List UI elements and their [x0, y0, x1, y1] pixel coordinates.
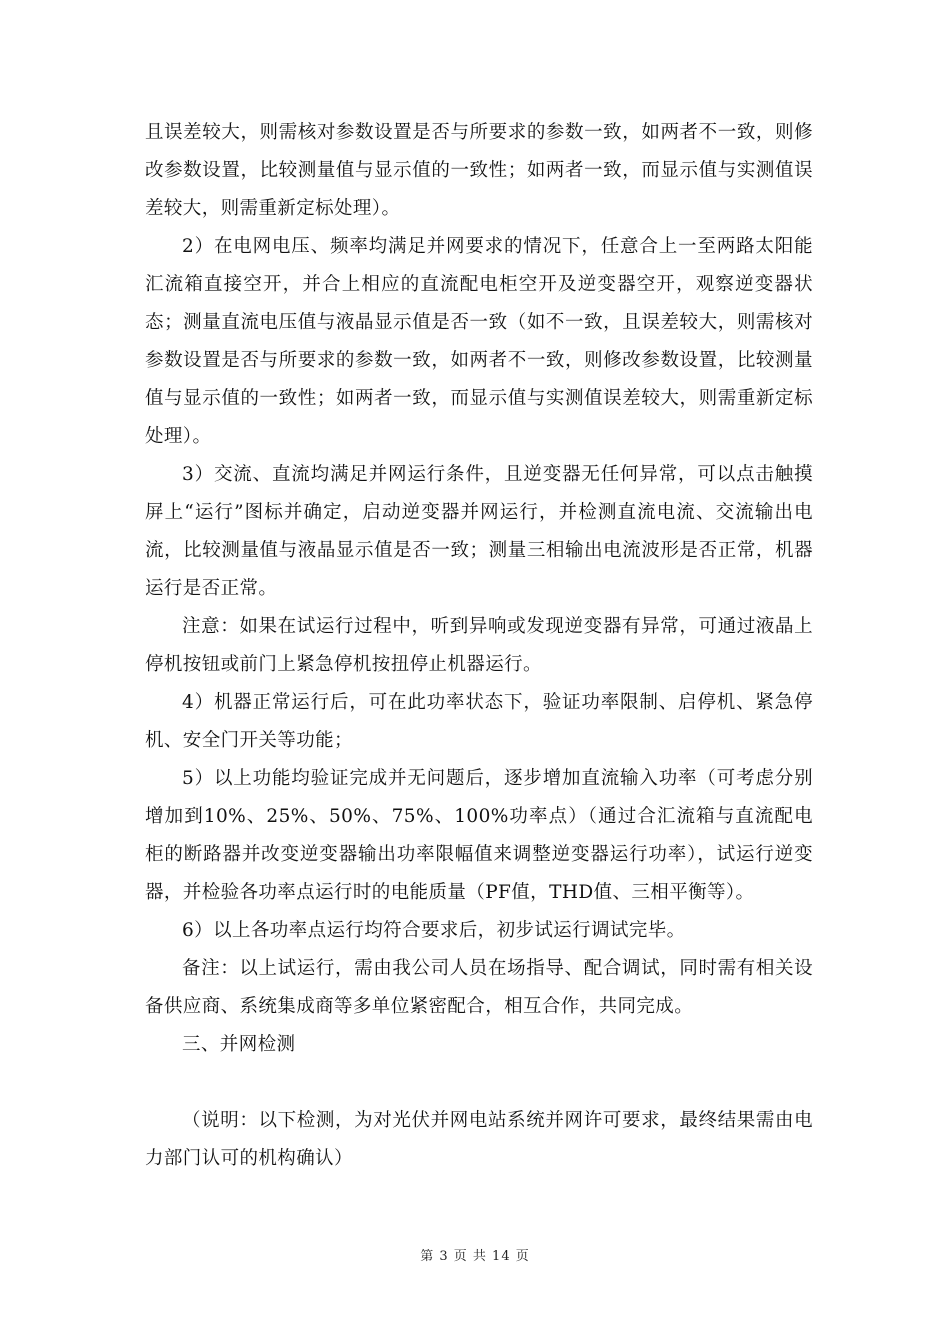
paragraph-step-6: 6）以上各功率点运行均符合要求后，初步试运行调试完毕。 — [182, 920, 686, 941]
paragraph-caution: 注意：如果在试运行过程中，听到异响或发现逆变器有异常，可通过液晶上停机按钮或前门上紧急停机按扭停止机器运行。 — [145, 616, 813, 675]
paragraph-step-4: 4）机器正常运行后，可在此功率状态下，验证功率限制、启停机、紧急停机、安全门开关等功能； — [145, 692, 813, 751]
paragraph-continuation: 且误差较大，则需核对参数设置是否与所要求的参数一致，如两者不一致，则修改参数设置，比较测量值与显示值的一致性；如两者一致，而显示值与实测值误差较大，则需重新定标处理）。 — [145, 122, 813, 219]
paragraph-remark: 备注：以上试运行，需由我公司人员在场指导、配合调试，同时需有相关设备供应商、系统集成商等多单位紧密配合，相互合作，共同完成。 — [145, 958, 813, 1017]
paragraph-step-3: 3）交流、直流均满足并网运行条件，且逆变器无任何异常，可以点击触摸屏上“运行”图标并确定，启动逆变器并网运行，并检测直流电流、交流输出电流，比较测量值与液晶显示值是否一致；测量三相输出电流波形是否正常，机器运行是否正常。 — [145, 464, 813, 599]
section-heading-grid-test: 三、并网检测 — [182, 1034, 296, 1055]
paragraph-step-5: 5）以上功能均验证完成并无问题后，逐步增加直流输入功率（可考虑分别增加到10%、25%、50%、75%、100%功率点）（通过合汇流箱与直流配电柜的断路器并改变逆变器输出功率限幅值来调整逆变器运行功率），试运行逆变器，并检验各功率点运行时的电能质量（PF值，THD值、三相平衡等）。 — [145, 768, 813, 903]
paragraph-explanation: （说明：以下检测，为对光伏并网电站系统并网许可要求，最终结果需由电力部门认可的机构确认） — [145, 1110, 813, 1169]
page-footer: 第 3 页 共 14 页 — [420, 1249, 530, 1264]
document-body — [145, 114, 813, 1178]
paragraph-step-2: 2）在电网电压、频率均满足并网要求的情况下，任意合上一至两路太阳能汇流箱直接空开，并合上相应的直流配电柜空开及逆变器空开，观察逆变器状态；测量直流电压值与液晶显示值是否一致（如不一致，且误差较大，则需核对参数设置是否与所要求的参数一致，如两者不一致，则修改参数设置，比较测量值与显示值的一致性；如两者一致，而显示值与实测值误差较大，则需重新定标处理）。 — [145, 236, 813, 447]
